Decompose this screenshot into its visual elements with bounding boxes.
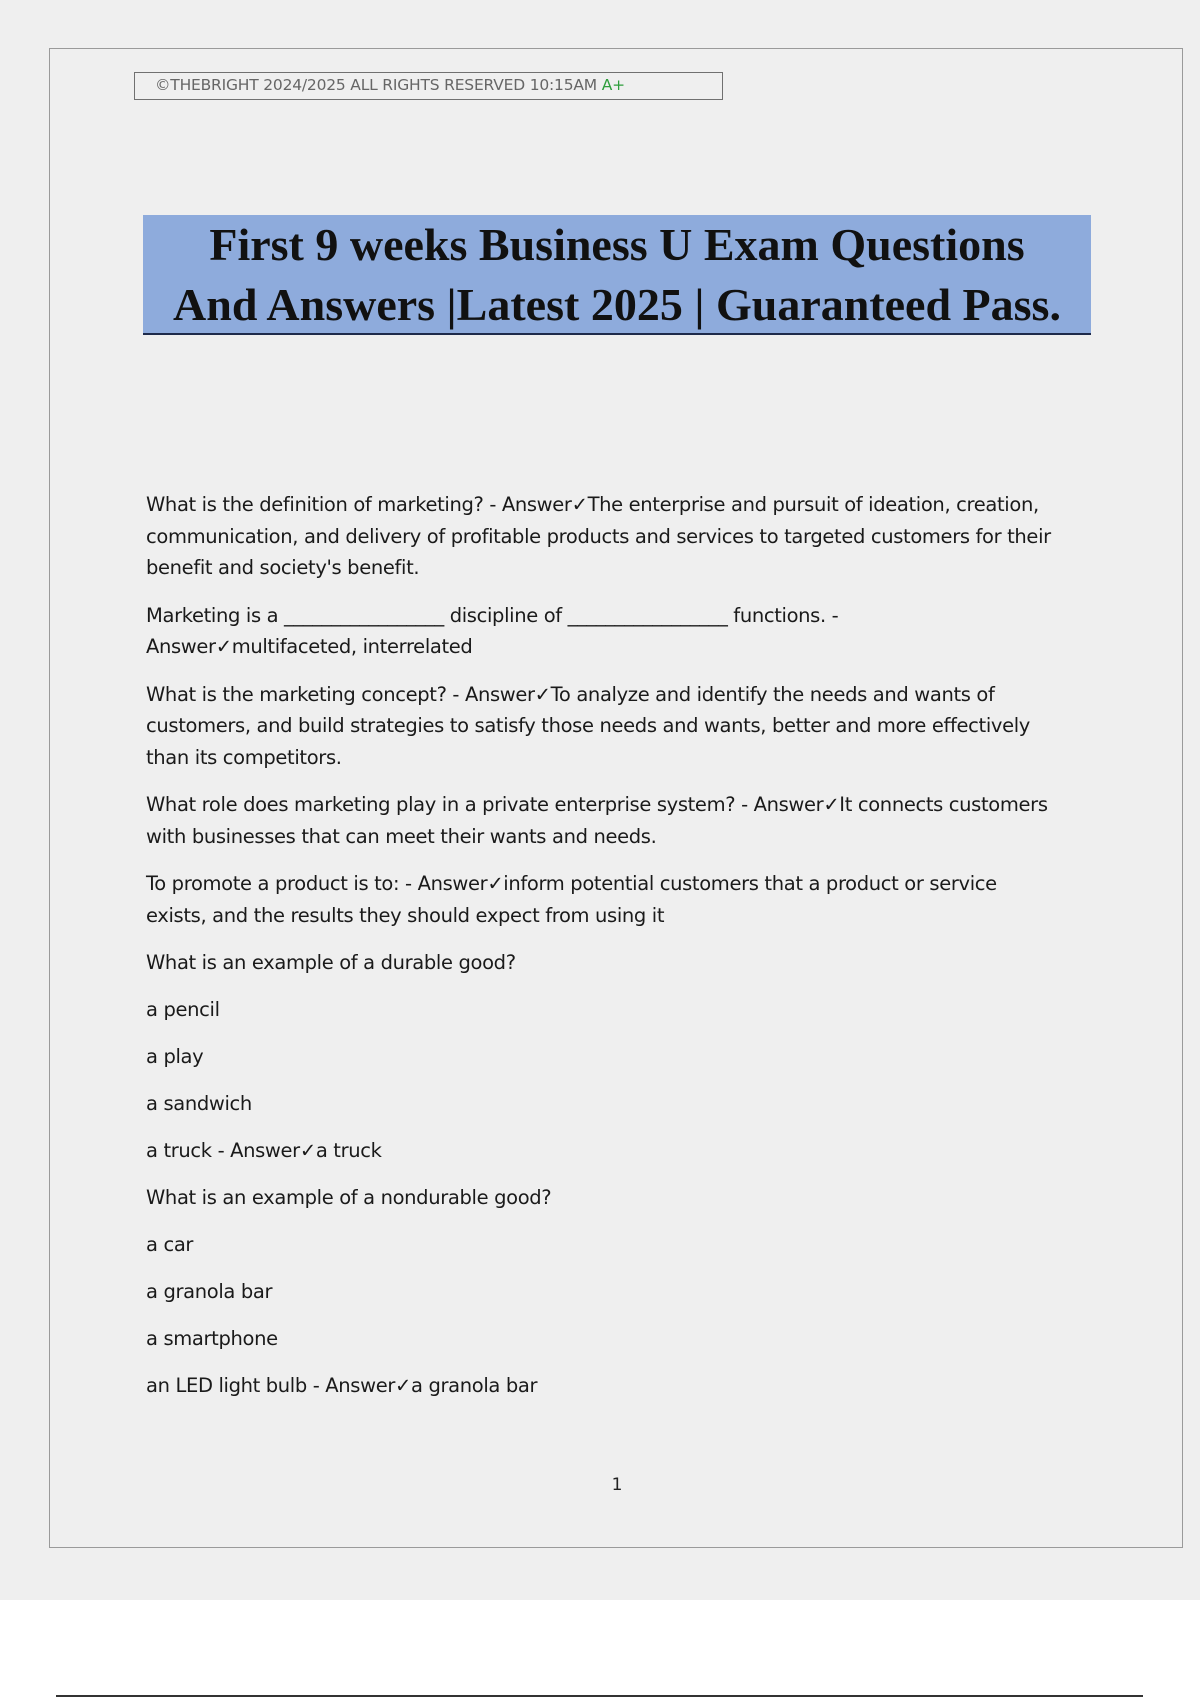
qa-item-marketing-concept (146, 679, 1136, 774)
document-title (143, 215, 1091, 335)
text-line: benefit and society's benefit. (146, 556, 420, 579)
option-item: a play (146, 1045, 204, 1068)
text-line: exists, and the results they should expect from using it (146, 903, 665, 927)
copyright-text: ©THEBRIGHT 2024/2025 ALL RIGHTS RESERVED 10:15AM (155, 76, 597, 94)
copyright-header (134, 72, 723, 100)
text-line: Answer✓multifaceted, interrelated (146, 635, 473, 658)
text-line: What is the marketing concept? - Answer✓To analyze and identify the needs and wants of (146, 682, 995, 706)
option-answer: an LED light bulb - Answer✓a granola bar (146, 1374, 538, 1397)
option-item: a car (146, 1233, 194, 1256)
document-page (49, 48, 1183, 1548)
text-line: What role does marketing play in a private enterprise system? - Answer✓It connects customers (146, 793, 1048, 816)
text-line: customers, and build strategies to satisfy those needs and wants, better and more effectively (146, 714, 1030, 737)
option-item: a sandwich (146, 1092, 252, 1115)
text-line: Marketing is a _________________ discipline of _________________ functions. - (146, 603, 839, 627)
question-durable-good: What is an example of a durable good? (146, 951, 516, 974)
text-line: To promote a product is to: - Answer✓inform potential customers that a product or service (146, 872, 997, 895)
option-item: a pencil (146, 998, 220, 1021)
title-line-1: First 9 weeks Business U Exam Questions (209, 219, 1025, 270)
qa-item-marketing-discipline (146, 600, 1136, 663)
option-item: a granola bar (146, 1280, 273, 1303)
question-nondurable-good: What is an example of a nondurable good? (146, 1186, 552, 1209)
qa-item-definition-of-marketing (146, 489, 1136, 584)
option-item: a smartphone (146, 1327, 278, 1350)
qa-content (146, 489, 1136, 1417)
title-line-2: And Answers |Latest 2025 | Guaranteed Pass. (173, 279, 1061, 330)
text-line: communication, and delivery of profitable products and services to targeted customers for their (146, 524, 1051, 548)
qa-item-promote-product (146, 868, 1136, 931)
page-number: 1 (611, 1475, 623, 1495)
qa-item-marketing-role (146, 789, 1136, 852)
text-line: than its competitors. (146, 745, 342, 769)
option-answer: a truck - Answer✓a truck (146, 1139, 382, 1162)
grade-badge: A+ (601, 76, 625, 94)
text-line: with businesses that can meet their wants and needs. (146, 824, 657, 848)
bottom-divider (56, 1695, 1143, 1697)
text-line: What is the definition of marketing? - Answer✓The enterprise and pursuit of ideation, creation, (146, 493, 1039, 516)
